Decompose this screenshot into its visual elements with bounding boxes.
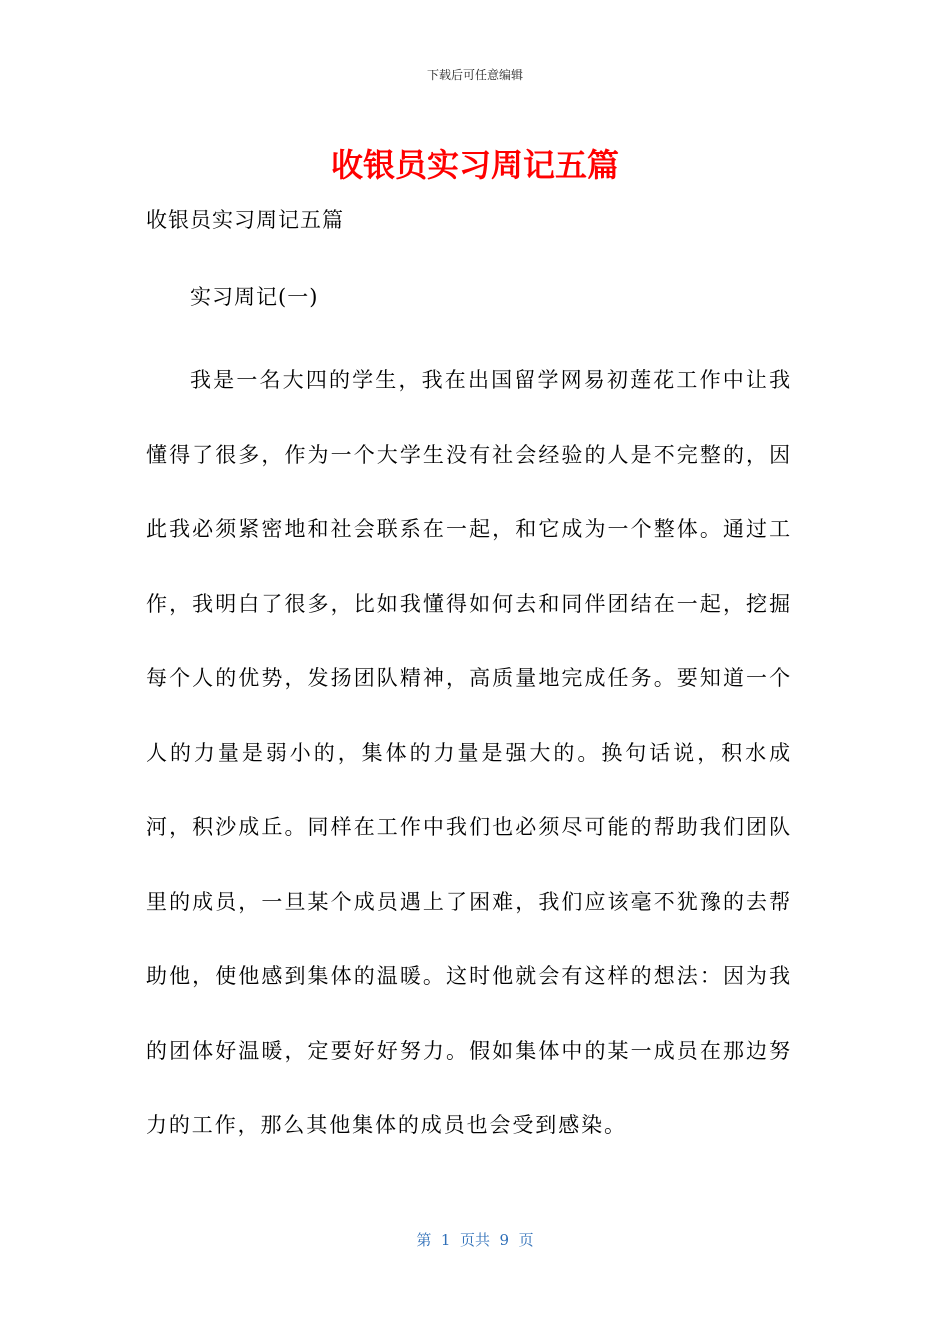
document-title: 收银员实习周记五篇 (330, 146, 619, 184)
section-heading: 实习周记(一) (190, 285, 319, 309)
page-number-footer: 第 1 页共 9 页 (416, 1231, 534, 1249)
document-subtitle: 收银员实习周记五篇 (146, 208, 344, 232)
body-paragraph: 我是一名大四的学生，我在出国留学网易初莲花工作中让我懂得了很多，作为一个大学生没有社会经验的人是不完整的，因此我必须紧密地和社会联系在一起，和它成为一个整体。通过工作，我明白了很多，比如我懂得如何去和同伴团结在一起，挖掘每个人的优势，发扬团队精神，高质量地完成任务。要知道一个人的力量是弱小的，集体的力量是强大的。换句话说，积水成河，积沙成丘。同样在工作中我们也必须尽可能的帮助我们团队里的成员，一旦某个成员遇上了困难，我们应该毫不犹豫的去帮助他，使他感到集体的温暖。这时他就会有这样的想法：因为我的团体好温暖，定要好好努力。假如集体中的某一成员在那边努力的工作，那么其他集体的成员也会受到感染。 (146, 368, 792, 1137)
header-note: 下载后可任意编辑 (426, 68, 523, 82)
